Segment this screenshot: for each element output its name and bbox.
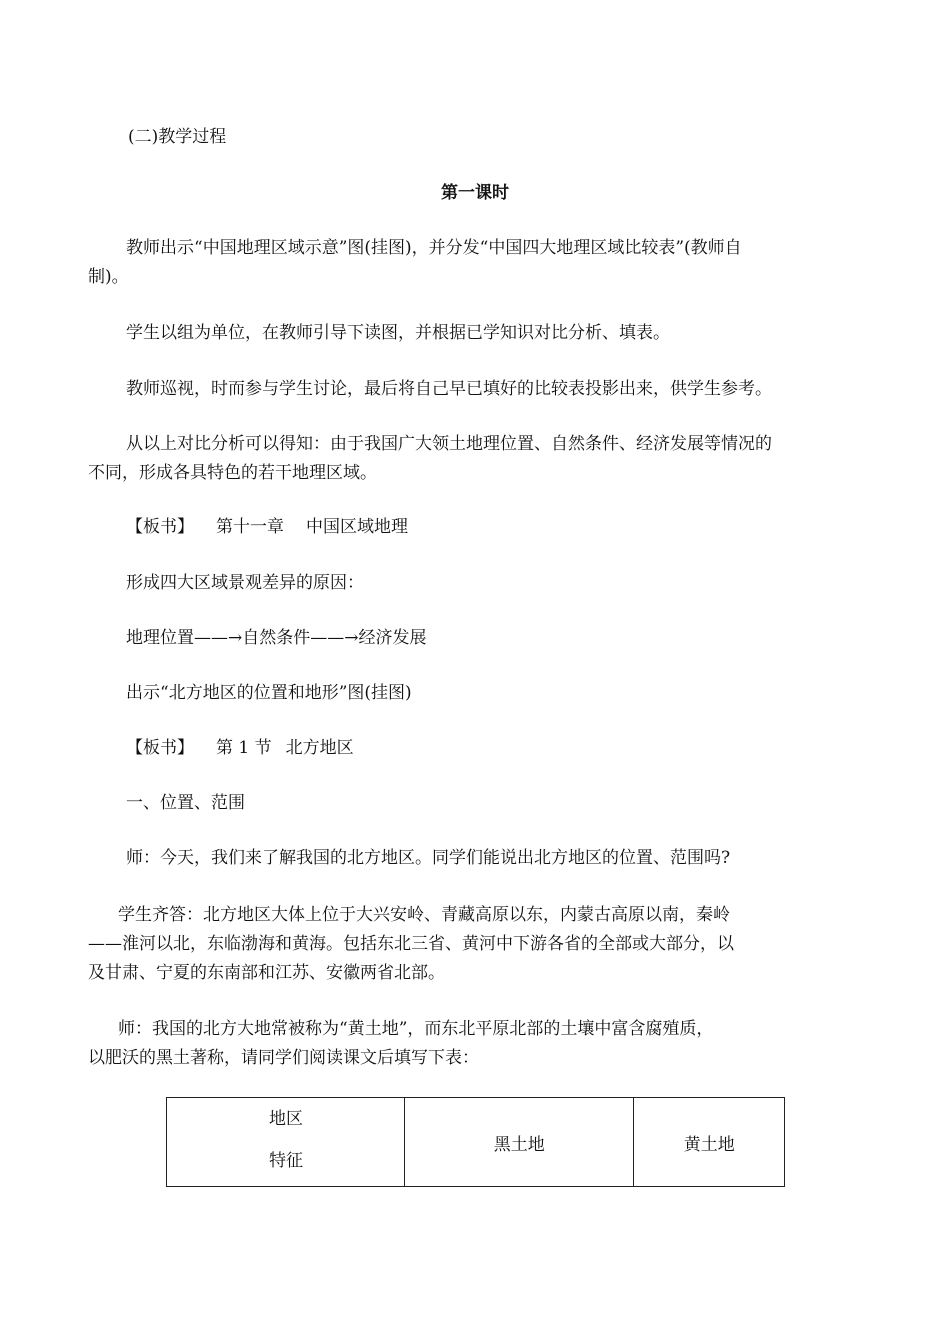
student-answer-line-1: 学生齐答：北方地区大体上位于大兴安岭、青藏高原以东，内蒙古高原以南，秦岭 [118, 905, 730, 925]
cause-intro: 形成四大区域景观差异的原因： [126, 573, 364, 593]
paragraph-1-line-2: 制)。 [88, 267, 129, 287]
section-title: (二)教学过程 [128, 127, 227, 147]
paragraph-1-line-1: 教师出示“中国地理区域示意”图(挂图)，并分发“中国四大地理区域比较表”(教师自 [126, 238, 742, 258]
paragraph-4-line-2: 不同，形成各具特色的若干地理区域。 [88, 463, 377, 483]
table-row [167, 1098, 785, 1187]
paragraph-3: 教师巡视，时而参与学生讨论，最后将自己早已填好的比较表投影出来，供学生参考。 [126, 379, 772, 399]
chapter-title: 中国区域地理 [306, 517, 408, 537]
section-number: 第 1 节 [216, 738, 272, 758]
teacher-question-2-line-1: 师：我国的北方大地常被称为“黄土地”，而东北平原北部的土壤中富含腐殖质， [118, 1019, 714, 1039]
header-region: 地区 [269, 1109, 303, 1129]
chapter-number: 第十一章 [216, 517, 284, 537]
student-answer-line-3: 及甘肃、宁夏的东南部和江苏、安徽两省北部。 [88, 963, 445, 983]
table-corner-cell [167, 1098, 405, 1187]
header-black-soil: 黑土地 [405, 1098, 634, 1187]
paragraph-2: 学生以组为单位，在教师引导下读图，并根据已学知识对比分析、填表。 [126, 323, 670, 343]
subsection-heading: 一、位置、范围 [126, 793, 245, 813]
paragraph-4-line-1: 从以上对比分析可以得知：由于我国广大领土地理位置、自然条件、经济发展等情况的 [126, 434, 772, 454]
board-note-section [126, 738, 354, 758]
flow-step-location: 地理位置 [126, 628, 194, 648]
flow-step-nature: 自然条件 [242, 628, 311, 648]
flow-arrow-2: ——→ [310, 628, 359, 648]
soil-comparison-table [166, 1097, 785, 1187]
board-note-chapter [126, 517, 408, 537]
show-map-note: 出示“北方地区的位置和地形”图(挂图) [126, 683, 412, 703]
board-note-tag: 【板书】 [126, 517, 194, 537]
board-note-tag: 【板书】 [126, 738, 194, 758]
flow-arrow-1: ——→ [194, 628, 243, 648]
teacher-question-1: 师：今天，我们来了解我国的北方地区。同学们能说出北方地区的位置、范围吗? [126, 848, 731, 868]
student-answer-line-2: ——淮河以北，东临渤海和黄海。包括东北三省、黄河中下游各省的全部或大部分，以 [88, 934, 734, 954]
flow-step-economy: 经济发展 [358, 628, 427, 648]
header-feature: 特征 [269, 1151, 303, 1171]
header-yellow-soil: 黄土地 [634, 1098, 785, 1187]
cause-flow [126, 628, 427, 648]
teacher-question-2-line-2: 以肥沃的黑土著称，请同学们阅读课文后填写下表： [88, 1048, 479, 1068]
lesson-heading: 第一课时 [441, 183, 509, 203]
section-title: 北方地区 [285, 738, 354, 758]
